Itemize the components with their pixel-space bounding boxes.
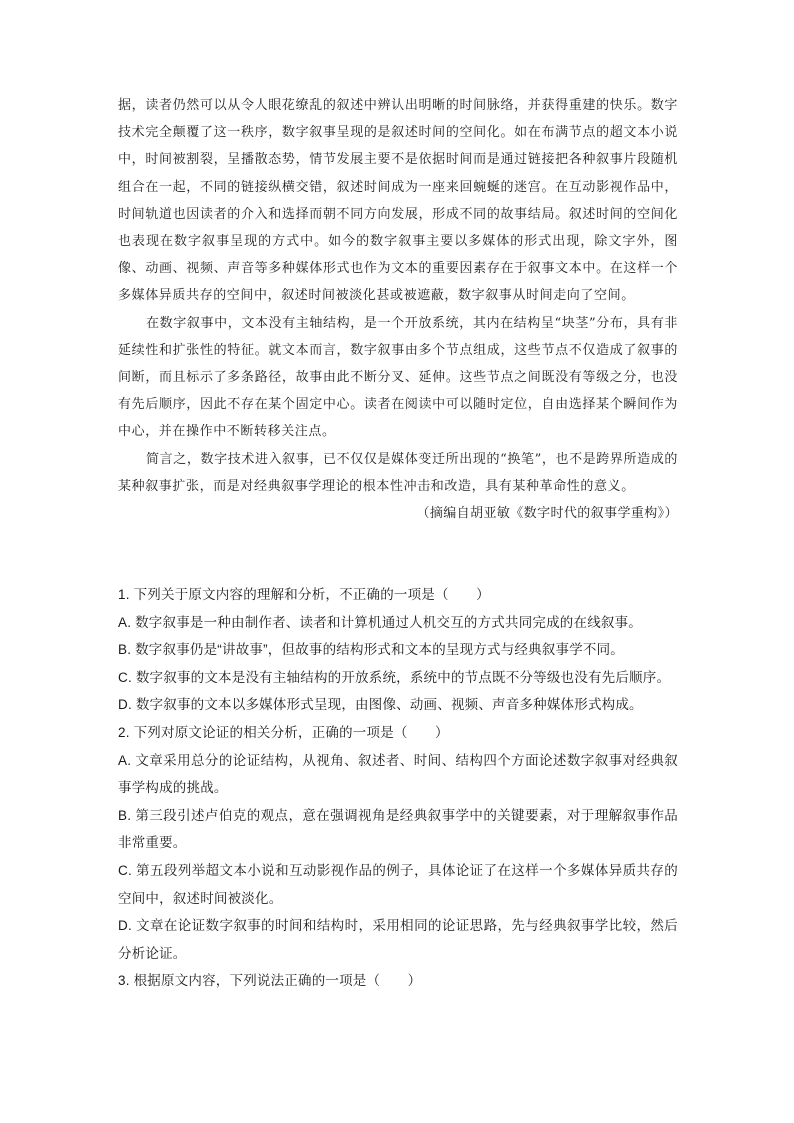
reading-passage xyxy=(118,92,678,527)
passage-source-citation: （摘编自胡亚敏《数字时代的叙事学重构》） xyxy=(416,506,678,522)
question-2-stem: 2. 下列对原文论证的相关分析，正确的一项是（ ） xyxy=(118,724,449,740)
question-2-option-c: C. 第五段列举超文本小说和互动影视作品的例子，具体论证了在这样一个多媒体异质共存的空间中，叙述时间被淡化。 xyxy=(118,862,678,906)
passage-paragraph-1: 据，读者仍然可以从令人眼花缭乱的叙述中辨认出明晰的时间脉络，并获得重建的快乐。数字技术完全颠覆了这一秩序，数字叙事呈现的是叙述时间的空间化。如在布满节点的超文本小说中，时间被割裂，呈播散态势，情节发展主要不是依据时间而是通过链接把各种叙事片段随机组合在一起，不同的链接纵横交错，叙述时间成为一座来回蜿蜒的迷宫。在互动影视作品中，时间轨道也因读者的介入和选择而朝不同方向发展，形成不同的故事结局。叙述时间的空间化也表现在数字叙事呈现的方式中。如今的数字叙事主要以多媒体的形式出现，除文字外，图像、动画、视频、声音等多种媒体形式也作为文本的重要因素存在于叙事文本中。在这样一个多媒体异质共存的空间中，叙述时间被淡化甚或被遮蔽，数字叙事从时间走向了空间。 xyxy=(118,98,678,304)
question-1-option-b: B. 数字叙事仍是“讲故事”，但故事的结构形式和文本的呈现方式与经典叙事学不同。 xyxy=(118,642,624,658)
question-2-option-b: B. 第三段引述卢伯克的观点，意在强调视角是经典叙事学中的关键要素，对于理解叙事作品非常重要。 xyxy=(118,807,678,851)
passage-paragraph-2: 在数字叙事中，文本没有主轴结构，是一个开放系统，其内在结构呈“块茎”分布，具有非延续性和扩张性的特征。就文本而言，数字叙事由多个节点组成，这些节点不仅造成了叙事的间断，而且标示了多条路径，故事由此不断分叉、延伸。这些节点之间既没有等级之分，也没有先后顺序，因此不存在某个固定中心。读者在阅读中可以随时定位，自由选择某个瞬间作为中心，并在操作中不断转移关注点。 xyxy=(118,315,678,440)
question-1-option-d: D. 数字叙事的文本以多媒体形式呈现，由图像、动画、视频、声音多种媒体形式构成。 xyxy=(118,697,643,713)
passage-paragraph-3: 简言之，数字技术进入叙事，已不仅仅是媒体变迁所出现的“换笔”，也不是跨界所造成的某种叙事扩张，而是对经典叙事学理论的根本性冲击和改造，具有某种革命性的意义。 xyxy=(118,451,678,494)
question-2-option-a: A. 文章采用总分的论证结构，从视角、叙述者、时间、结构四个方面论述数字叙事对经典叙事学构成的挑战。 xyxy=(118,752,678,796)
question-1-option-a: A. 数字叙事是一种由制作者、读者和计算机通过人机交互的方式共同完成的在线叙事。 xyxy=(118,614,643,630)
question-2-option-d: D. 文章在论证数字叙事的时间和结构时，采用相同的论证思路，先与经典叙事学比较，然后分析论证。 xyxy=(118,918,678,961)
question-1-option-c: C. 数字叙事的文本是没有主轴结构的开放系统，系统中的节点既不分等级也没有先后顺序。 xyxy=(118,669,671,685)
question-3-stem: 3. 根据原文内容，下列说法正确的一项是（ ） xyxy=(118,973,422,989)
question-1-stem: 1. 下列关于原文内容的理解和分析，不正确的一项是（ ） xyxy=(118,587,490,602)
question-list xyxy=(118,581,678,995)
